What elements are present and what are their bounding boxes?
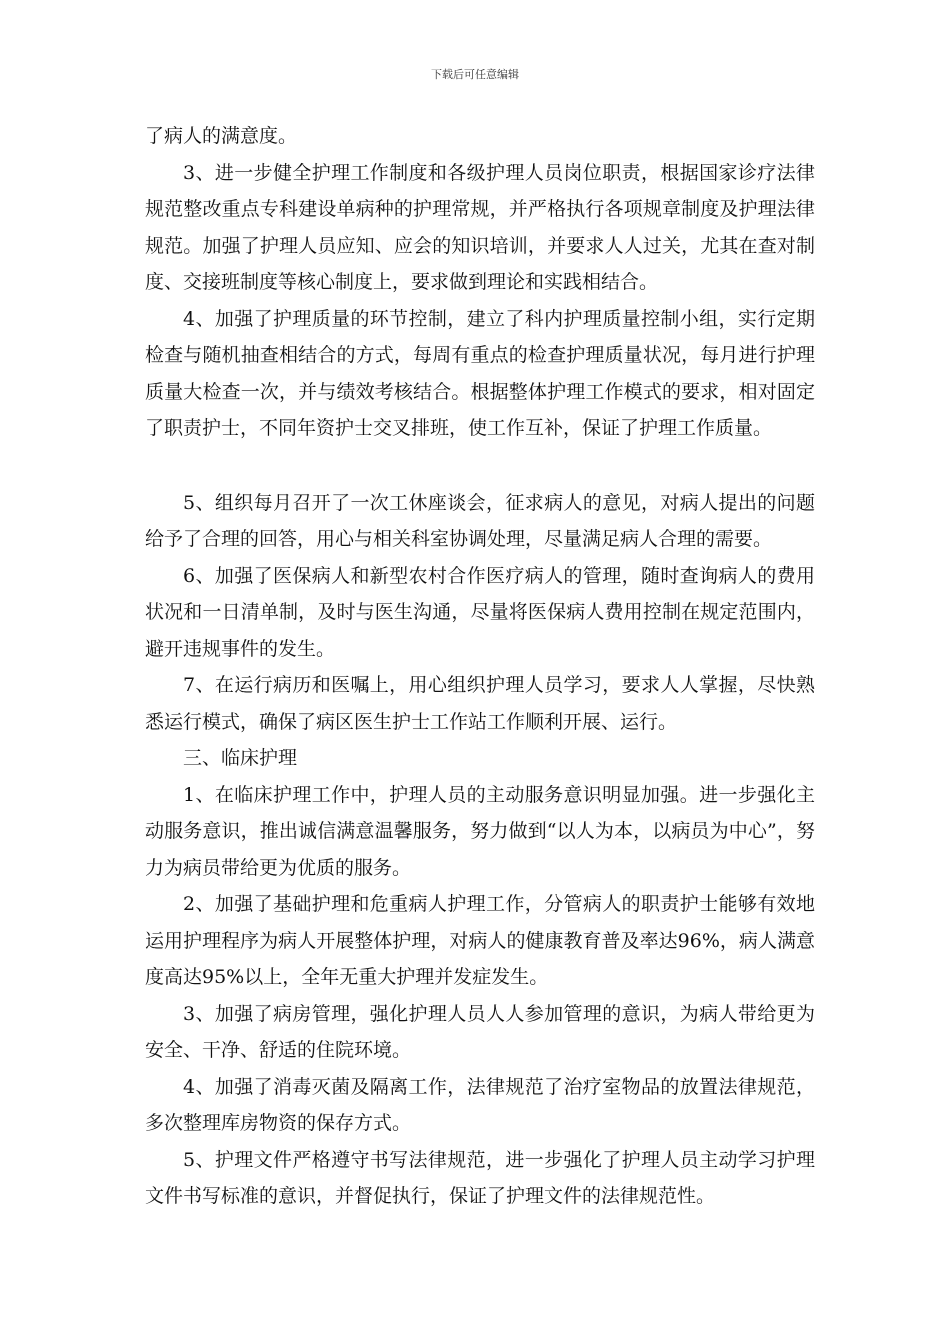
section-heading-clinical-nursing: 三、临床护理	[183, 747, 298, 769]
paragraph-clinical-3: 3、加强了病房管理，强化护理人员人人参加管理的意识，为病人带给更为安全、干净、舒适的住院环境。	[145, 1002, 815, 1061]
page-header: 下载后可任意编辑	[431, 68, 519, 81]
continuation-text: 了病人的满意度。	[145, 125, 298, 147]
paragraph-clinical-5: 5、护理文件严格遵守书写法律规范，进一步强化了护理人员主动学习护理文件书写标准的意识，并督促执行，保证了护理文件的法律规范性。	[145, 1148, 815, 1207]
paragraph-6: 6、加强了医保病人和新型农村合作医疗病人的管理，随时查询病人的费用状况和一日清单制，及时与医生沟通，尽量将医保病人费用控制在规定范围内，避开违规事件的发生。	[145, 564, 815, 660]
paragraph-gap	[145, 447, 815, 485]
paragraph-clinical-1: 1、在临床护理工作中，护理人员的主动服务意识明显加强。进一步强化主动服务意识，推出诚信满意温馨服务，努力做到“以人为本，以病员为中心”，努力为病员带给更为优质的服务。	[145, 783, 815, 879]
paragraph-top-3: 3、进一步健全护理工作制度和各级护理人员岗位职责，根据国家诊疗法律规范整改重点专科建设单病种的护理常规，并严格执行各项规章制度及护理法律规范。加强了护理人员应知、应会的知识培训，并要求人人过关，尤其在查对制度、交接班制度等核心制度上，要求做到理论和实践相结合。	[145, 161, 815, 293]
paragraph-clinical-2: 2、加强了基础护理和危重病人护理工作，分管病人的职责护士能够有效地运用护理程序为病人开展整体护理，对病人的健康教育普及率达96%，病人满意度高达95%以上，全年无重大护理并发症发生。	[145, 893, 815, 988]
paragraph-clinical-4: 4、加强了消毒灭菌及隔离工作，法律规范了治疗室物品的放置法律规范，多次整理库房物资的保存方式。	[145, 1075, 815, 1134]
document-body	[145, 118, 815, 1215]
paragraph-5: 5、组织每月召开了一次工休座谈会，征求病人的意见，对病人提出的问题给予了合理的回答，用心与相关科室协调处理，尽量满足病人合理的需要。	[145, 491, 815, 550]
paragraph-7: 7、在运行病历和医嘱上，用心组织护理人员学习，要求人人掌握，尽快熟悉运行模式，确保了病区医生护士工作站工作顺利开展、运行。	[145, 674, 815, 733]
paragraph-top-4: 4、加强了护理质量的环节控制，建立了科内护理质量控制小组，实行定期检查与随机抽查相结合的方式，每周有重点的检查护理质量状况，每月进行护理质量大检查一次，并与绩效考核结合。根据整体护理工作模式的要求，相对固定了职责护士，不同年资护士交叉排班，使工作互补，保证了护理工作质量。	[145, 307, 815, 439]
